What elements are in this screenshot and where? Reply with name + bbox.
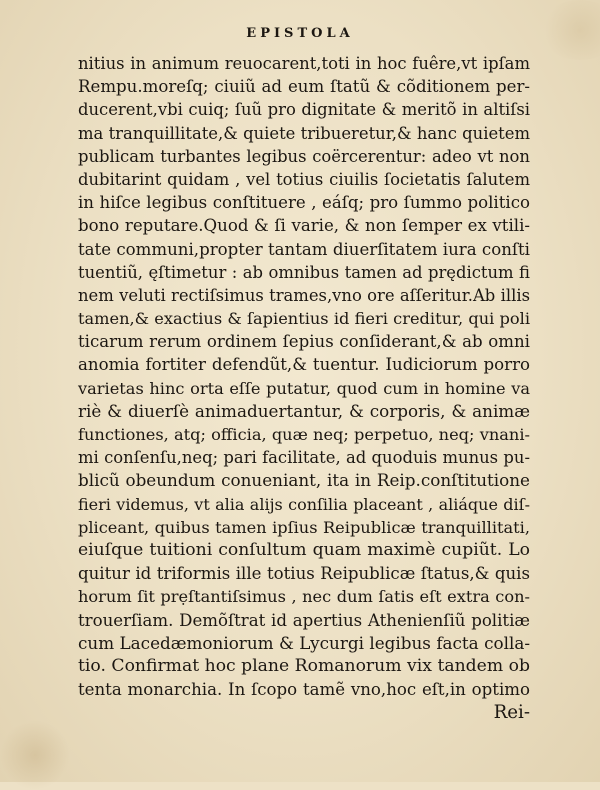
text-line: riè & diuerſè animaduertantur, & corporis, & animæ (78, 400, 530, 421)
text-line: quitur id triformis ille totius Reipublicæ ſtatus,& quis (78, 564, 530, 584)
text-line: ducerent,vbi cuiq; ſuũ pro dignitate & meritõ in altiſsi (78, 100, 530, 120)
text-line: dubitarint quidam , vel totius ciuilis ſocietatis ſalutem (78, 169, 530, 189)
text-line: trouerſiam. Demõſtrat id apertius Athenienſiũ politiæ (78, 610, 530, 630)
text-line: functiones, atq; officia, quæ neq; perpetuo, neq; vnani- (78, 425, 530, 444)
text-line: blicũ obeundum conueniant, ita in Reip.conſtitutione (78, 470, 530, 491)
text-line: bono reputare.Quod & ſi varie, & non ſemper ex vtili- (78, 216, 530, 236)
text-line: in hiſce legibus conſtituere , eáſq; pro ſummo politico (78, 193, 530, 213)
text-line: nem veluti rectiſsimus trames,vno ore aſſeritur.Ab illis (78, 285, 530, 305)
text-line: ma tranquillitate,& quiete tribueretur,& hanc quietem (78, 123, 530, 143)
text-line: tuentiũ, ęſtimetur : ab omnibus tamen ad prędictum fi (78, 262, 530, 282)
body-text (78, 52, 530, 724)
text-line: Rempu.moreſq; ciuiũ ad eum ſtatũ & cõditionem per- (78, 77, 530, 97)
text-line: ticarum rerum ordinem ſepius conſiderant,& ab omni (78, 332, 530, 352)
text-line: tate communi,propter tantam diuerſitatem iura conſti (78, 239, 530, 259)
text-line: tio. Confirmat hoc plane Romanorum vix tandem ob (78, 655, 530, 676)
text-line: pliceant, quibus tamen ipſius Reipublicæ tranquillitati, (78, 517, 530, 537)
text-line: fieri videmus, vt alia alijs conſilia placeant , aliáque diſ- (78, 494, 530, 514)
text-line: eiuſque tuitioni conſultum quam maximè cupiũt. Lo (78, 539, 530, 560)
text-line: mi conſenſu,neq; pari facilitate, ad quoduis munus pu- (78, 448, 530, 468)
text-line: tamen,& exactius & ſapientius id fieri creditur, qui poli (78, 309, 530, 329)
catchword: Rei- (493, 702, 530, 724)
text-line: nitius in animum reuocarent,toti in hoc fuêre,vt ipſam (78, 54, 530, 73)
text-line: publicam turbantes legibus coërcerentur: adeo vt non (78, 146, 530, 166)
text-line: tenta monarchia. In ſcopo tamẽ vno,hoc eſt,in optimo (78, 680, 530, 700)
text-line: horum ſit prẹſtantiſsimus , nec dum ſatis eſt extra con- (78, 587, 530, 607)
paper-stain (0, 720, 70, 790)
text-line: varietas hinc orta eſſe putatur, quod cum in homine va (78, 378, 530, 398)
running-header: EPISTOLA (246, 26, 354, 41)
text-line: anomia fortiter defendũt,& tuentur. Iudiciorum porro (78, 355, 530, 375)
text-line: cum Lacedæmoniorum & Lycurgi legibus facta colla- (78, 632, 530, 653)
